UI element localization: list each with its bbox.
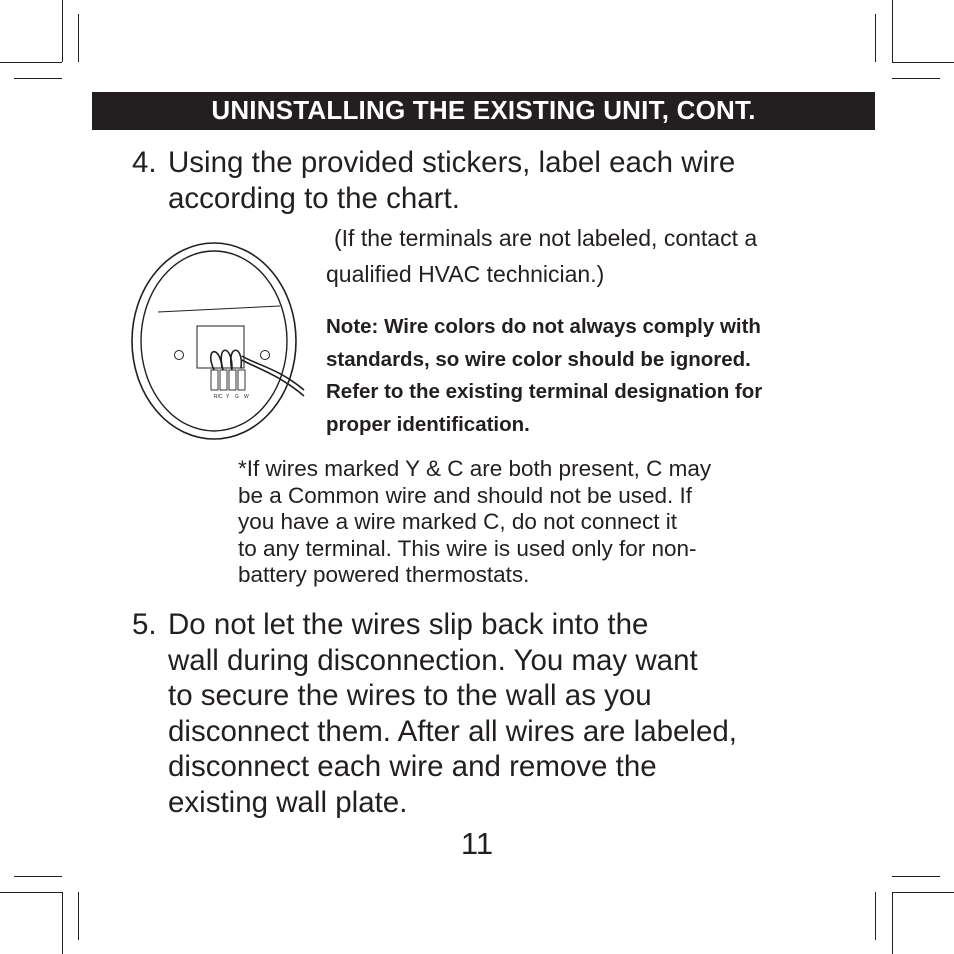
step-line: existing wall plate. <box>168 785 408 819</box>
screw-hole-right <box>261 351 270 360</box>
crop-mark <box>875 14 876 62</box>
screw-hole-left <box>175 351 184 360</box>
crop-mark <box>14 78 62 79</box>
note-line: to any terminal. This wire is used only for non- <box>238 535 697 561</box>
common-wire-note <box>238 456 838 589</box>
page-number: 11 <box>460 826 494 861</box>
crop-mark <box>892 78 940 79</box>
crop-mark <box>875 892 876 940</box>
step-text <box>168 607 737 820</box>
step-4 <box>132 145 852 219</box>
wire-color-note: Note: Wire colors do not always comply with standards, so wire color should be ignored. Refer to the existing terminal designation for proper identification. <box>326 315 763 436</box>
crop-mark <box>62 0 63 62</box>
crop-mark <box>14 876 62 877</box>
step-line: Using the provided stickers, label each wire <box>168 146 736 179</box>
crop-mark <box>0 62 62 63</box>
step-text <box>168 145 735 216</box>
step-line: to secure the wires to the wall as you <box>168 679 652 712</box>
terminal-label-y: Y <box>226 394 230 400</box>
crop-mark <box>78 14 79 62</box>
wall-plate-illustration <box>128 240 320 442</box>
terminal-label-w: W <box>244 394 249 400</box>
step-number: 5. <box>132 608 157 641</box>
terminal-label-g: G <box>235 394 239 400</box>
note-line: *If wires marked Y & C are both present, C may <box>238 456 712 481</box>
step-5 <box>132 607 852 822</box>
crop-mark <box>892 892 954 893</box>
crop-mark <box>78 892 79 940</box>
crop-mark <box>892 892 893 954</box>
crop-mark <box>0 892 62 893</box>
section-header: UNINSTALLING THE EXISTING UNIT, CONT. <box>92 92 875 130</box>
step-line: disconnect each wire and remove the <box>168 750 657 783</box>
parenthetical-note: (If the terminals are not labeled, contact a qualified HVAC technician.) <box>326 225 758 287</box>
step-line: wall during disconnection. You may want <box>168 643 698 677</box>
note-line: battery powered thermostats. <box>238 562 530 587</box>
step-line: according to the chart. <box>168 181 460 215</box>
crop-mark <box>892 0 893 62</box>
note-line: you have a wire marked C, do not connect it <box>238 509 677 534</box>
step-line: Do not let the wires slip back into the <box>168 608 649 641</box>
note-line: be a Common wire and should not be used. If <box>238 482 693 508</box>
step-line: disconnect them. After all wires are labeled, <box>168 714 737 748</box>
crop-mark <box>892 876 940 877</box>
step-number: 4. <box>132 146 157 179</box>
crop-mark <box>62 892 63 954</box>
terminal-label-rc: R/C <box>214 394 223 400</box>
crop-mark <box>892 62 954 63</box>
